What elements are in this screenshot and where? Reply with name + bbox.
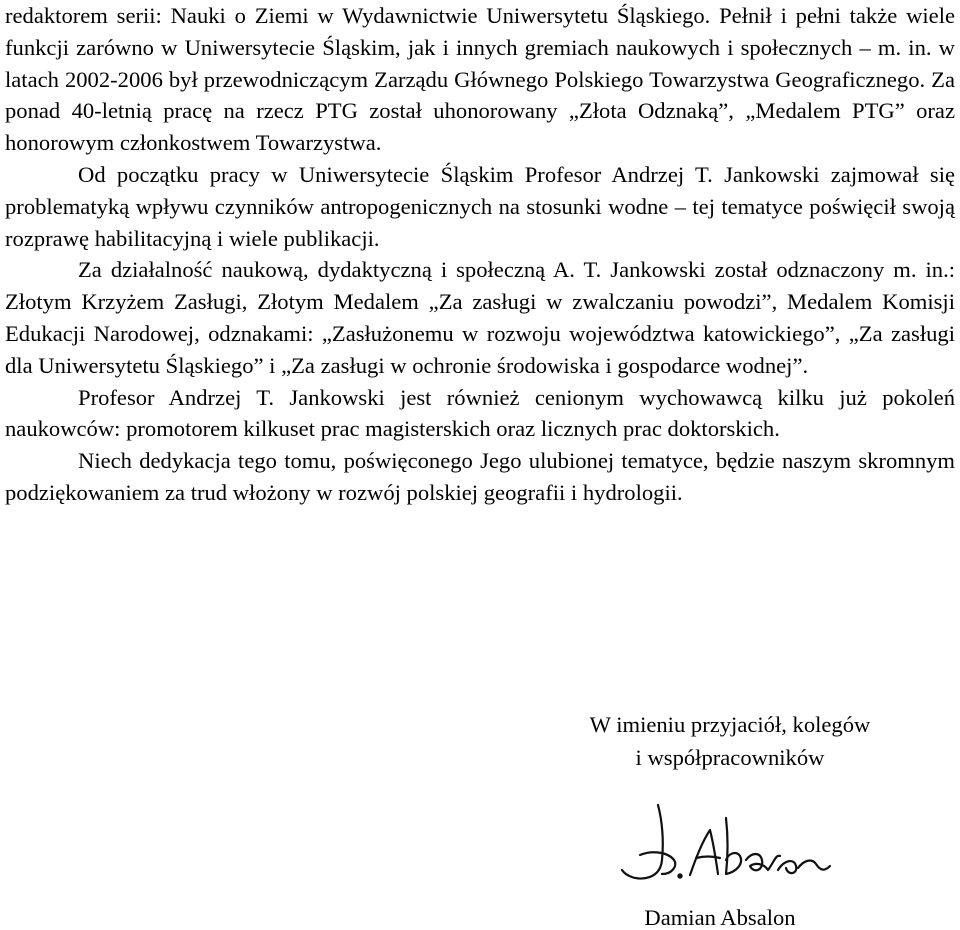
paragraph: Od początku pracy w Uniwersytecie Śląskim Profesor Andrzej T. Jankowski zajmował się problematyką wpływu czynników antropogenicznych na stosunki wodne – tej tematyce poświęcił swoją rozprawę habilitacyjną i wiele publikacji. — [5, 161, 955, 251]
paragraph: Za działalność naukową, dydaktyczną i społeczną A. T. Jankowski został odznaczony m. in.: Złotym Krzyżem Zasługi, Złotym Medalem „Za zasługi w zwalczaniu powodzi”, Medalem Komisji Edukacji Narodowej, odznakami: „Zasłużonemu w rozwoju województwa katowickiego”, „Za zasługi dla Uniwersytetu Śląskiego” i „Za zasługi w ochronie środowiska i gospodarce wodnej”. — [5, 257, 955, 378]
signature-icon — [618, 800, 848, 885]
paragraph: redaktorem serii: Nauki o Ziemi w Wydawnictwie Uniwersytetu Śląskiego. Pełnił i pełni także wiele funkcji zarówno w Uniwersytecie Śląskim, jak i innych gremiach naukowych i społecznych – m. in. w latach 2002-2006 był przewodniczącym Zarządu Głównego Polskiego Towarzystwa Geograficznego. Za ponad 40-letnią pracę na rzecz PTG został uhonorowany „Złota Odznaką”, „Medalem PTG” oraz honorowym członkostwem Towarzystwa. — [5, 3, 955, 156]
closing-block — [540, 708, 920, 774]
paragraph: Profesor Andrzej T. Jankowski jest również cenionym wychowawcą kilku już pokoleń naukowców: promotorem kilkuset prac magisterskich oraz licznych prac doktorskich. — [5, 384, 955, 442]
closing-line: i współpracowników — [635, 745, 825, 770]
body-text — [5, 0, 955, 509]
paragraph: Niech dedykacja tego tomu, poświęconego Jego ulubionej tematyce, będzie naszym skromnym podziękowaniem za trud włożony w rozwój polskiej geografii i hydrologii. — [5, 448, 955, 505]
signer-name: Damian Absalon — [644, 905, 796, 930]
closing-line: W imieniu przyjaciół, kolegów — [589, 712, 871, 737]
